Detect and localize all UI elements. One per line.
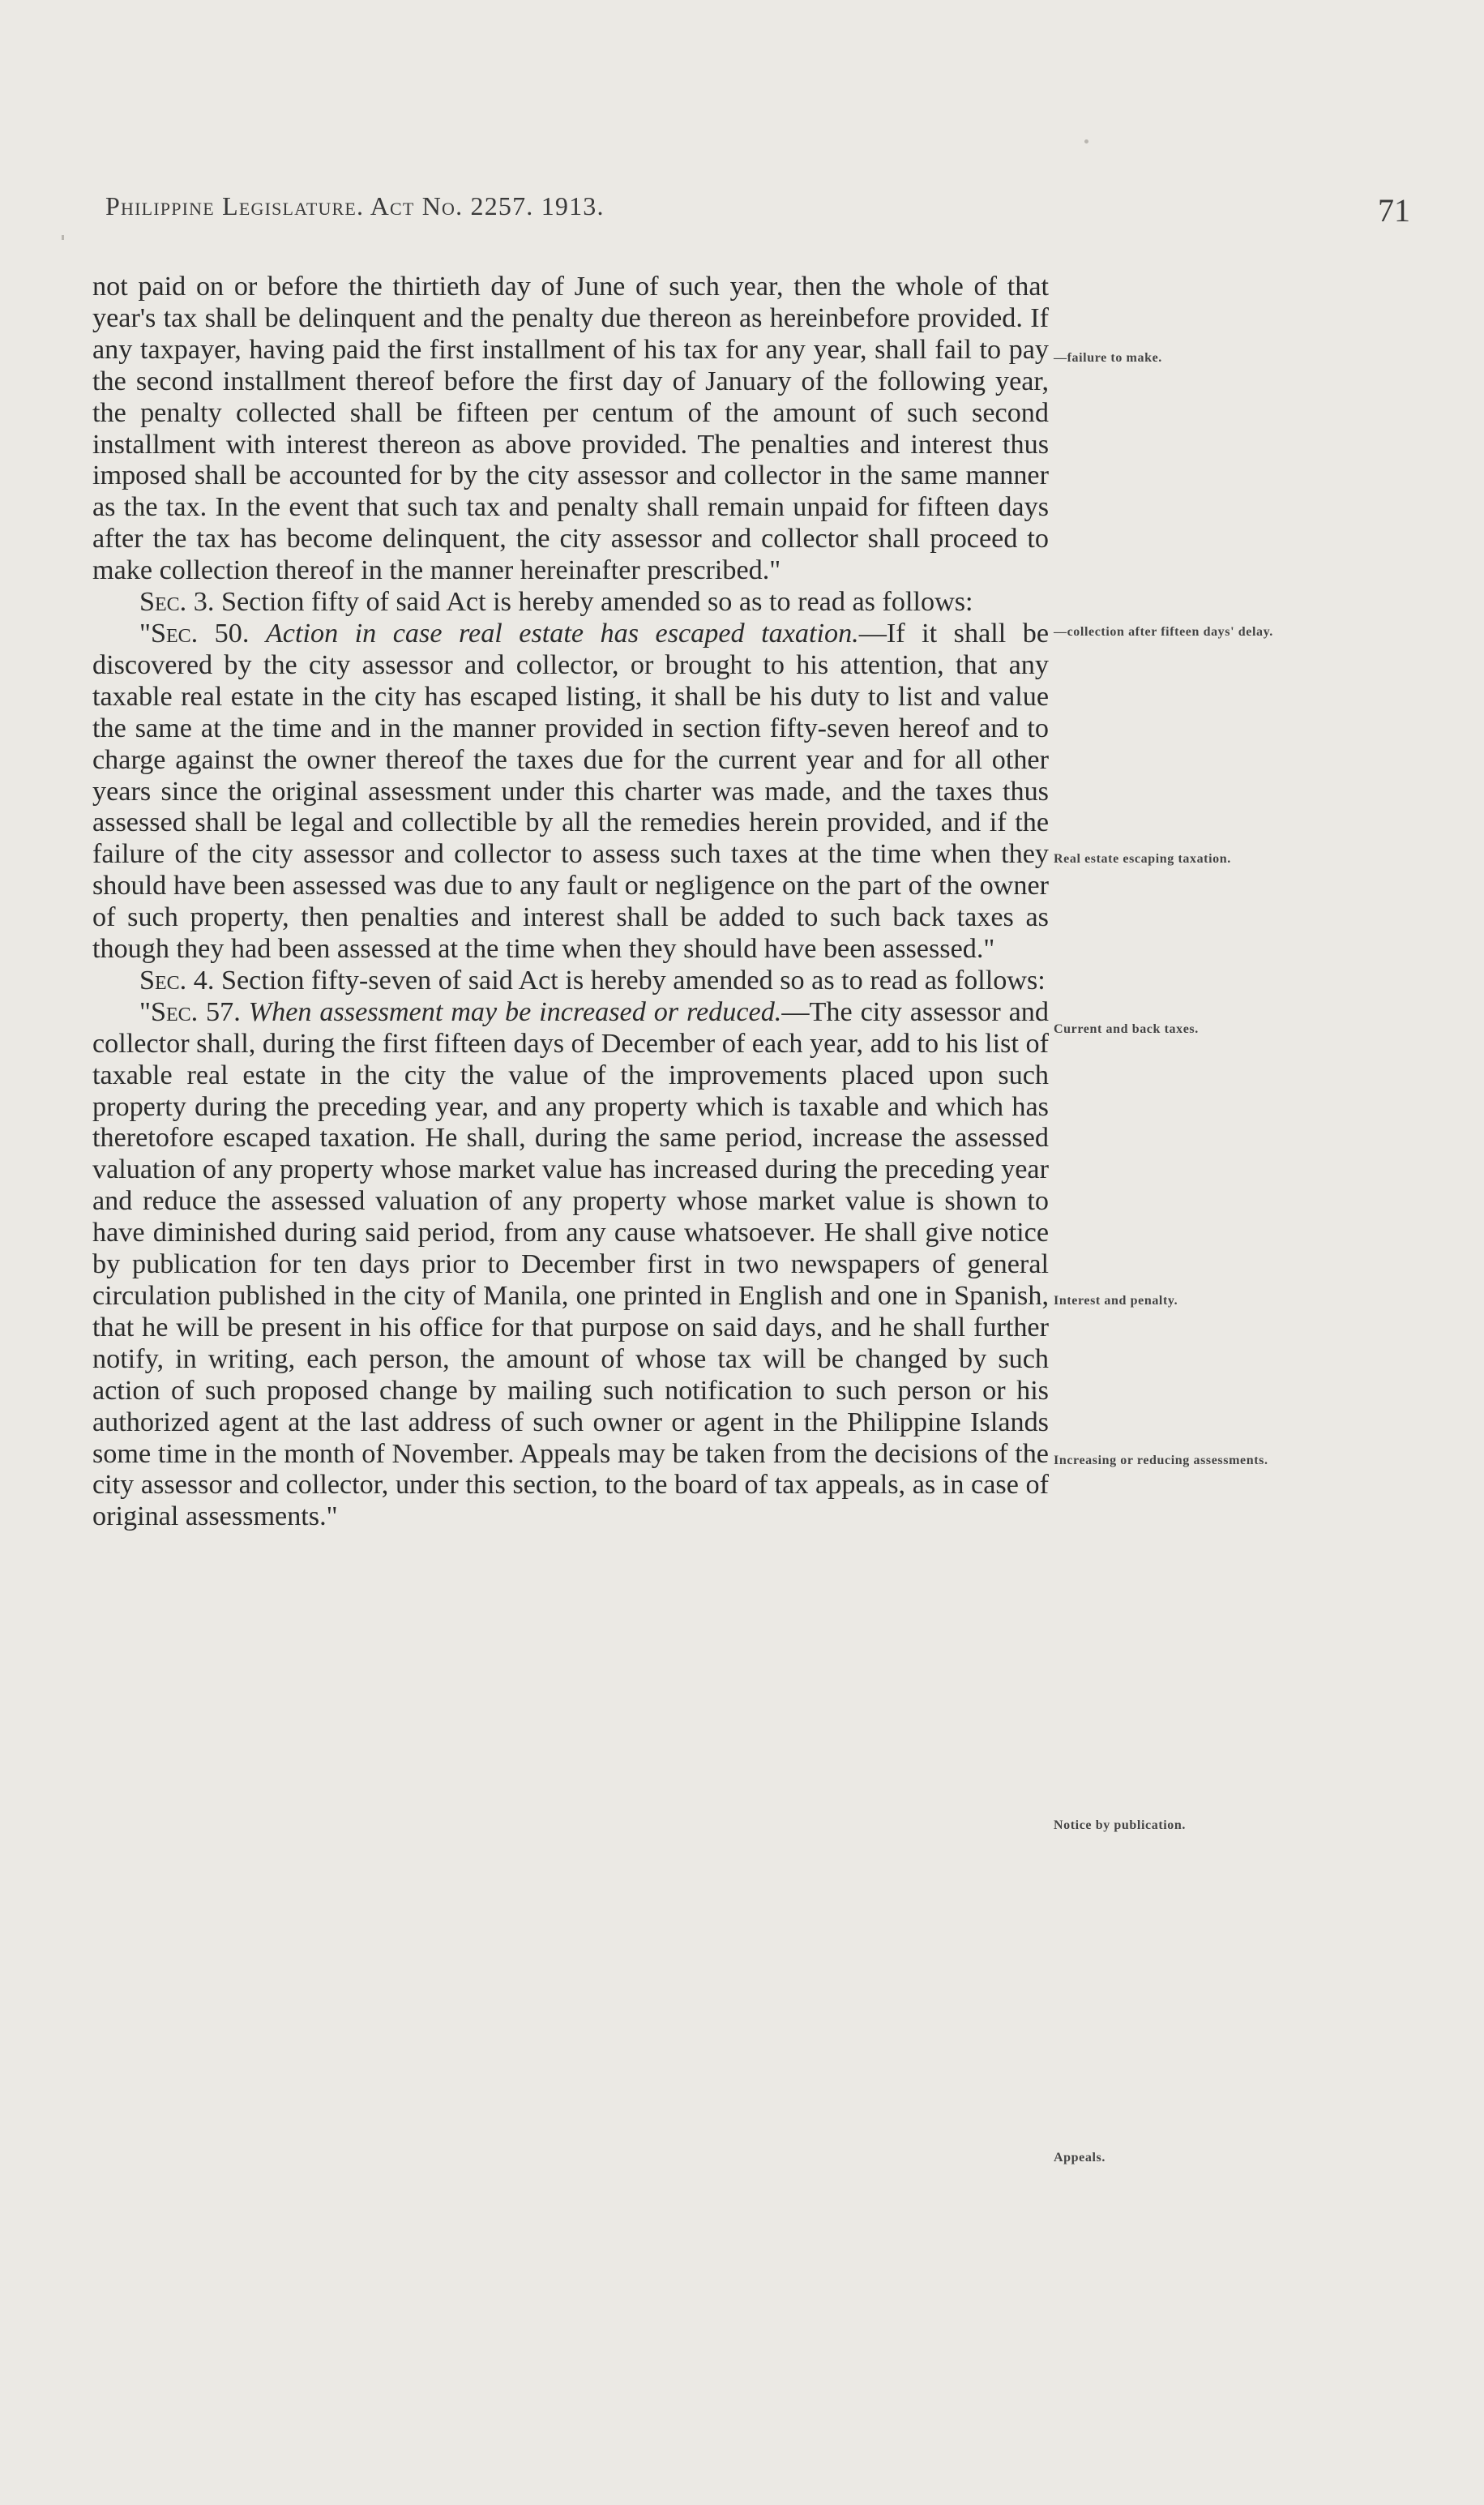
section-50-title: Action in case real estate has escaped taxation. [265,618,859,649]
margin-note-interest: Interest and penalty. [1054,1294,1178,1308]
margin-note-increasing: Increasing or reducing assessments. [1054,1454,1268,1467]
section-4-text: Section fifty-seven of said Act is hereby amended so as to read as follows: [220,965,1046,996]
section-3-paragraph [92,587,1049,619]
section-50-label: "Sec. 50. [139,618,250,649]
section-57-title: When assessment may be increased or reduced. [248,996,782,1027]
section-57-paragraph [92,997,1049,1533]
running-head: Philippine Legislature. Act No. 2257. 1913. [105,191,605,221]
section-57-label: "Sec. 57. [139,996,241,1027]
paragraph-continuation: not paid on or before the thirtieth day of June of such year, then the whole of that year's tax shall be delinquent and the penalty due thereon as hereinbefore provided. If any taxpayer, having paid the first installment of his tax for any year, shall fail to pay the second installment thereof before the first day of January of the following year, the penalty collected shall be fifteen per centum of the amount of such second installment with interest thereon as above provided. The penalties and interest thus imposed shall be accounted for by the city assessor and collector in the same manner as the tax. In the event that such tax and penalty shall remain unpaid for fifteen days after the tax has become delinquent, the city assessor and collector shall proceed to make collection thereof in the manner hereinafter prescribed." [92,272,1049,586]
margin-note-real-estate: Real estate escaping taxation. [1054,852,1231,866]
section-3-label: Sec. 3. [139,587,215,618]
section-3-text: Section fifty of said Act is hereby amended so as to read as follows: [220,587,973,618]
margin-note-failure: —failure to make. [1054,351,1162,365]
margin-note-appeals: Appeals. [1054,2151,1106,2165]
margin-note-notice: Notice by publication. [1054,1818,1186,1832]
section-50-paragraph [92,619,1049,966]
page-header [0,191,1410,240]
page-number: 71 [1378,192,1410,229]
section-4-label: Sec. 4. [139,965,215,996]
section-57-text: —The city assessor and collector shall, during the first fifteen days of December of each year, add to his list of taxable real estate in the city the value of the improvements placed upon such property during the preceding year, and any property which is taxable and which has theretofore escaped taxation. He shall, during the same period, increase the assessed valuation of any property whose market value has increased during the preceding year and reduce the assessed valuation of any property whose market value is shown to have diminished during said period, from any cause whatsoever. He shall give notice by publication for ten days prior to December first in two newspapers of general circulation published in the city of Manila, one printed in English and one in Spanish, that he will be present in his office for that purpose on said days, and he shall further notify, in writing, each person, the amount of whose tax will be changed by such action of such proposed change by mailing such notification to such person or his authorized agent at the last address of such owner or agent in the Philippine Islands some time in the month of November. Appeals may be taken from the decisions of the city assessor and collector, under this section, to the board of tax appeals, as in case of original assessments." [92,996,1049,1532]
margin-note-collection: —collection after fifteen days' delay. [1054,625,1273,639]
body-text [92,272,1049,1533]
margin-note-current-back: Current and back taxes. [1054,1022,1199,1036]
section-50-text: —If it shall be discovered by the city assessor and collector, or brought to his attention, that any taxable real estate in the city has escaped listing, it shall be his duty to list and value the same at the time and in the manner provided in section fifty-seven hereof and to charge against the owner thereof the taxes due for the current year and for all other years since the original assessment under this charter was made, and the taxes thus assessed shall be legal and collectible by all the remedies herein provided, and if the failure of the city assessor and collector to assess such taxes at the time when they should have been assessed was due to any fault or negligence on the part of the owner of such property, then penalties and interest shall be added to such back taxes as though they had been assessed at the time when they should have been assessed." [92,618,1049,965]
scan-speck [1084,139,1088,143]
section-4-paragraph [92,966,1049,997]
